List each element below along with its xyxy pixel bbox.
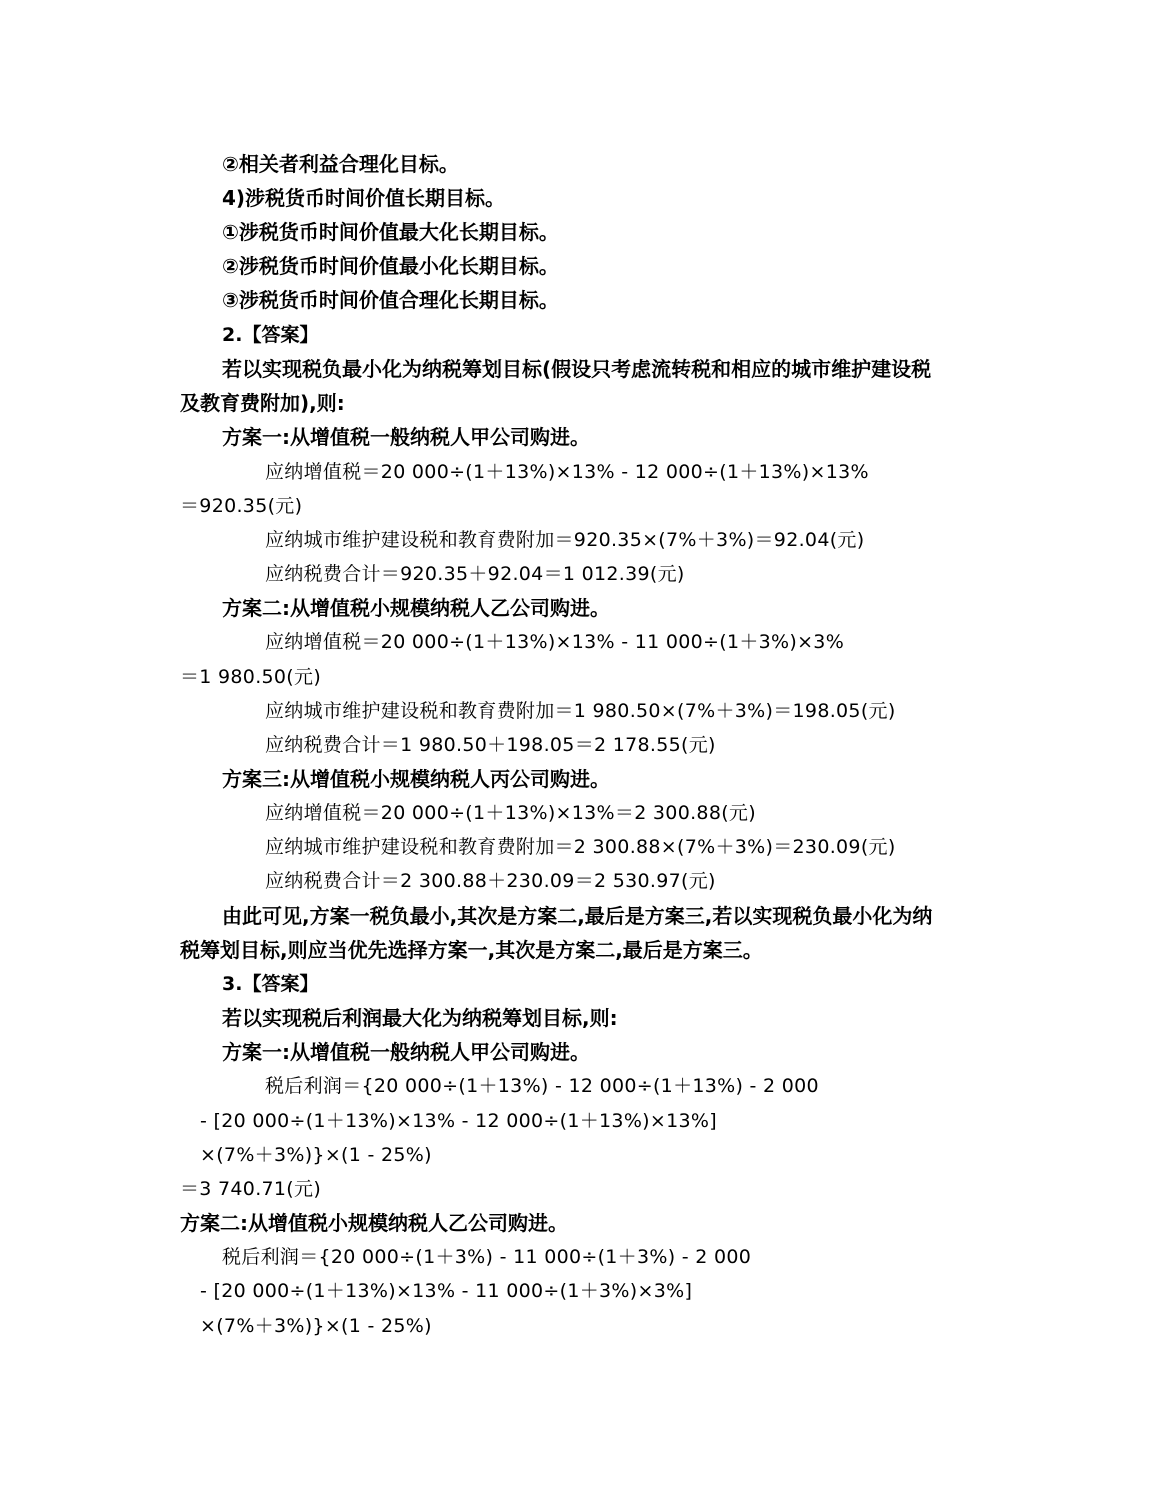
formula-line: 应纳增值税＝20 000÷(1＋13%)×13% - 11 000÷(1＋3%)×3%	[265, 631, 845, 653]
formula-line: 应纳增值税＝20 000÷(1＋13%)×13% - 12 000÷(1＋13%)×13%	[265, 461, 869, 483]
text-line: 若以实现税负最小化为纳税筹划目标(假设只考虑流转税和相应的城市维护建设税	[222, 357, 932, 381]
formula-line: - [20 000÷(1＋13%)×13% - 12 000÷(1＋13%)×13%]	[200, 1110, 717, 1132]
formula-line: 税后利润＝{20 000÷(1＋13%) - 12 000÷(1＋13%) - 2 000	[265, 1075, 819, 1097]
formula-line: 应纳城市维护建设税和教育费附加＝920.35×(7%＋3%)＝92.04(元)	[265, 529, 865, 551]
formula-line: - [20 000÷(1＋13%)×13% - 11 000÷(1＋3%)×3%]	[200, 1280, 693, 1302]
text-line: 由此可见,方案一税负最小,其次是方案二,最后是方案三,若以实现税负最小化为纳	[222, 904, 933, 928]
text-line: ①涉税货币时间价值最大化长期目标。	[222, 220, 559, 244]
formula-line: 应纳城市维护建设税和教育费附加＝2 300.88×(7%＋3%)＝230.09(元)	[265, 836, 896, 858]
text-line: ③涉税货币时间价值合理化长期目标。	[222, 288, 559, 312]
plan-heading: 方案一:从增值税一般纳税人甲公司购进。	[222, 1040, 590, 1064]
plan-heading: 方案二:从增值税小规模纳税人乙公司购进。	[222, 596, 610, 620]
text-line: ②涉税货币时间价值最小化长期目标。	[222, 254, 559, 278]
answer-heading: 2.【答案】	[222, 324, 319, 346]
plan-heading: 方案三:从增值税小规模纳税人丙公司购进。	[222, 767, 610, 791]
formula-line: ×(7%＋3%)}×(1 - 25%)	[200, 1315, 432, 1337]
formula-line: 应纳税费合计＝920.35＋92.04＝1 012.39(元)	[265, 563, 685, 585]
text-line: ②相关者利益合理化目标。	[222, 152, 459, 176]
plan-heading: 方案二:从增值税小规模纳税人乙公司购进。	[180, 1211, 568, 1235]
formula-line: 应纳税费合计＝2 300.88＋230.09＝2 530.97(元)	[265, 870, 716, 892]
formula-line: ＝920.35(元)	[180, 495, 303, 517]
text-line: 税筹划目标,则应当优先选择方案一,其次是方案二,最后是方案三。	[180, 938, 763, 962]
text-line: 4)涉税货币时间价值长期目标。	[222, 186, 506, 210]
formula-line: 应纳增值税＝20 000÷(1＋13%)×13%＝2 300.88(元)	[265, 802, 756, 824]
text-line: 若以实现税后利润最大化为纳税筹划目标,则:	[222, 1006, 618, 1030]
formula-line: 税后利润＝{20 000÷(1＋3%) - 11 000÷(1＋3%) - 2 000	[222, 1246, 752, 1268]
formula-line: ＝3 740.71(元)	[180, 1178, 322, 1200]
formula-line: ＝1 980.50(元)	[180, 666, 322, 688]
plan-heading: 方案一:从增值税一般纳税人甲公司购进。	[222, 425, 590, 449]
text-line: 及教育费附加),则:	[180, 391, 345, 415]
answer-heading: 3.【答案】	[222, 973, 319, 995]
formula-line: ×(7%＋3%)}×(1 - 25%)	[200, 1144, 432, 1166]
formula-line: 应纳城市维护建设税和教育费附加＝1 980.50×(7%＋3%)＝198.05(元)	[265, 700, 896, 722]
formula-line: 应纳税费合计＝1 980.50＋198.05＝2 178.55(元)	[265, 734, 716, 756]
